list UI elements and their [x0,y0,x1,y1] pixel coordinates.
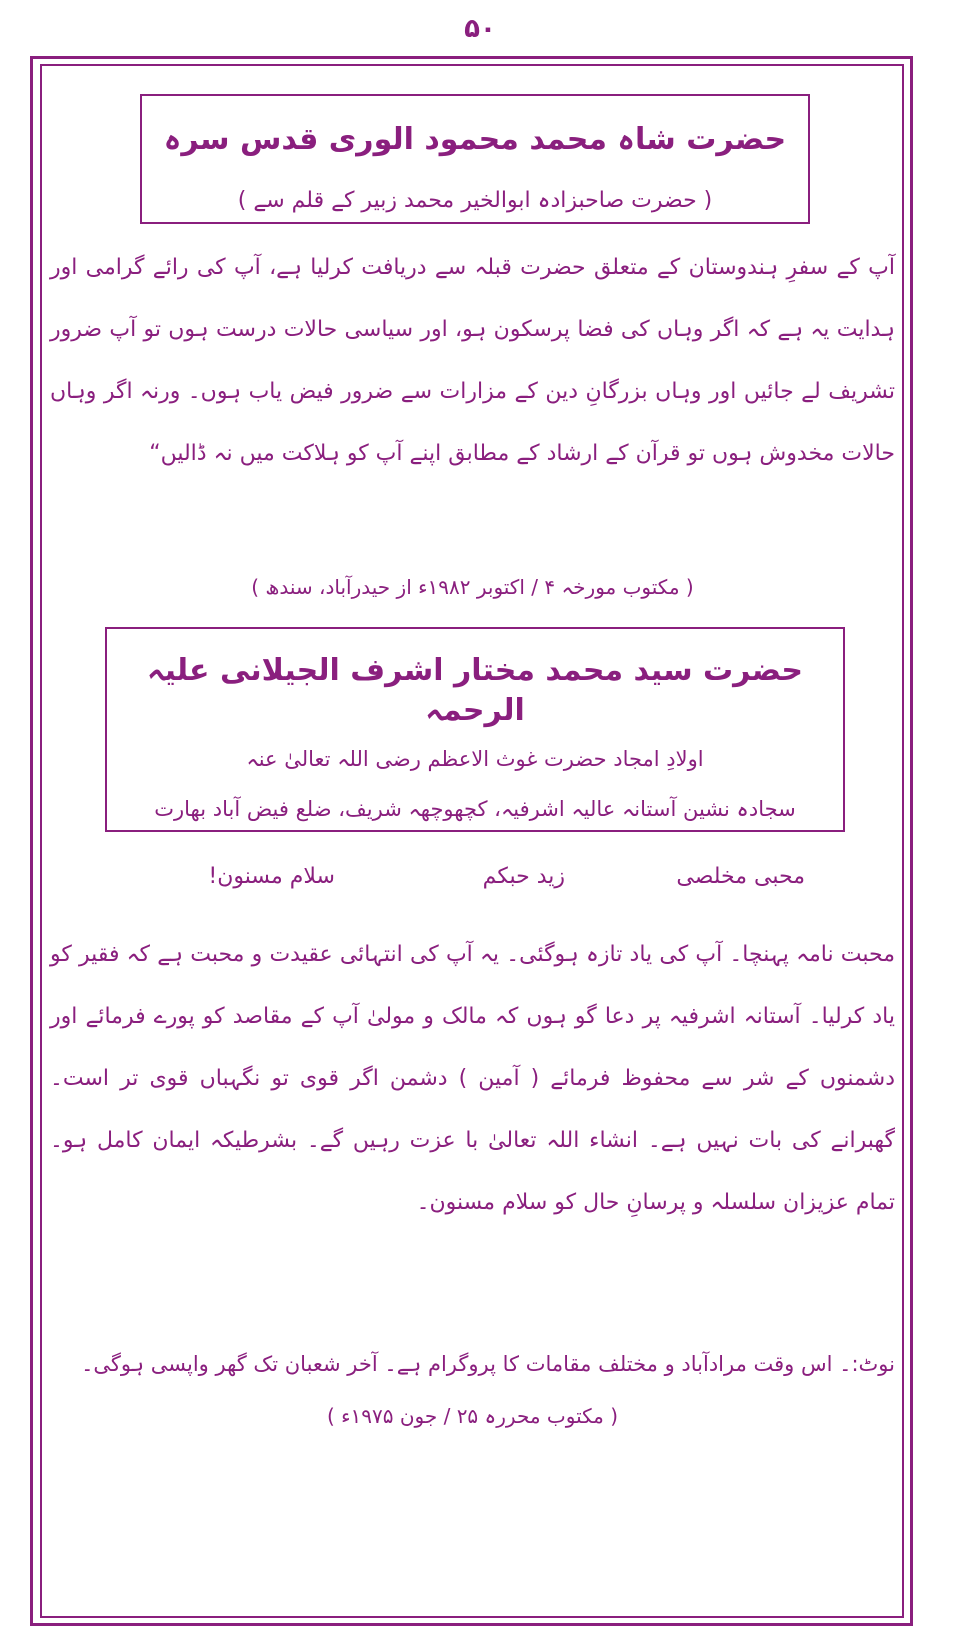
section-2-subtitle-1: اولادِ امجاد حضرت غوث الاعظم رضی اللہ تعالیٰ عنہ [246,747,704,771]
greeting-row [50,864,895,914]
greeting-1: محبی مخلصی [676,864,805,889]
section-2-note: نوٹ:۔ اس وقت مرادآباد و مختلف مقامات کا پروگرام ہے۔ آخر شعبان تک گھر واپسی ہوگی۔ [81,1352,895,1376]
section-1-title-box [140,94,810,224]
section-1-title: حضرت شاہ محمد محمود الوری قدس سرہ [163,122,787,157]
section-1-body: آپ کے سفرِ ہندوستان کے متعلق حضرت قبلہ سے دریافت کرلیا ہے، آپ کی رائے گرامی اور ہدایت یہ ہے کہ اگر وہاں کی فضا پرسکون ہو، اور سیاسی حالات درست ہوں تو آپ ضرور تشریف لے جائیں اور وہاں بزرگانِ دین کے مزارات سے ضرور فیض یاب ہوں۔ ورنہ اگر وہاں حالات مخدوش ہوں تو قرآن کے ارشاد کے مطابق اپنے آپ کو ہلاکت میں نہ ڈالیں“ [50,255,895,466]
section-2-signature: ( مکتوب محررہ ۲۵ / جون ۱۹۷۵ء ) [326,1404,619,1428]
section-2-subtitle-2: سجادہ نشین آستانہ عالیہ اشرفیہ، کچھوچھہ شریف، ضلع فیض آباد بھارت [154,797,796,821]
section-1-subtitle: ( حضرت صاحبزادہ ابوالخیر محمد زبیر کے قلم سے ) [237,188,713,213]
section-2-title: حضرت سید محمد مختار اشرف الجیلانی علیہ الرحمہ [146,653,803,728]
page-number: ۵۰ [464,14,496,44]
page-content [50,72,895,1612]
greeting-3: سلام مسنون! [208,864,335,889]
section-1-signature: ( مکتوب مورخہ ۴ / اکتوبر ۱۹۸۲ء از حیدرآباد، سندھ ) [251,575,694,599]
section-2-body: محبت نامہ پہنچا۔ آپ کی یاد تازہ ہوگئی۔ یہ آپ کی انتہائی عقیدت و محبت ہے کہ فقیر کو یاد کرلیا۔ آستانہ اشرفیہ پر دعا گو ہوں کہ مالک و مولیٰ آپ کے مقاصد کو پورے فرمائے اور دشمنوں کے شر سے محفوظ فرمائے ( آمین ) دشمن اگر قوی تو نگہباں قوی تر است۔ گھبرانے کی بات نہیں ہے۔ انشاء اللہ تعالیٰ با عزت رہیں گے۔ بشرطیکہ ایمان کامل ہو۔ تمام عزیزان سلسلہ و پرسانِ حال کو سلام مسنون۔ [50,942,895,1215]
section-2-title-box [105,627,845,832]
greeting-2: زید حبکم [482,864,565,889]
